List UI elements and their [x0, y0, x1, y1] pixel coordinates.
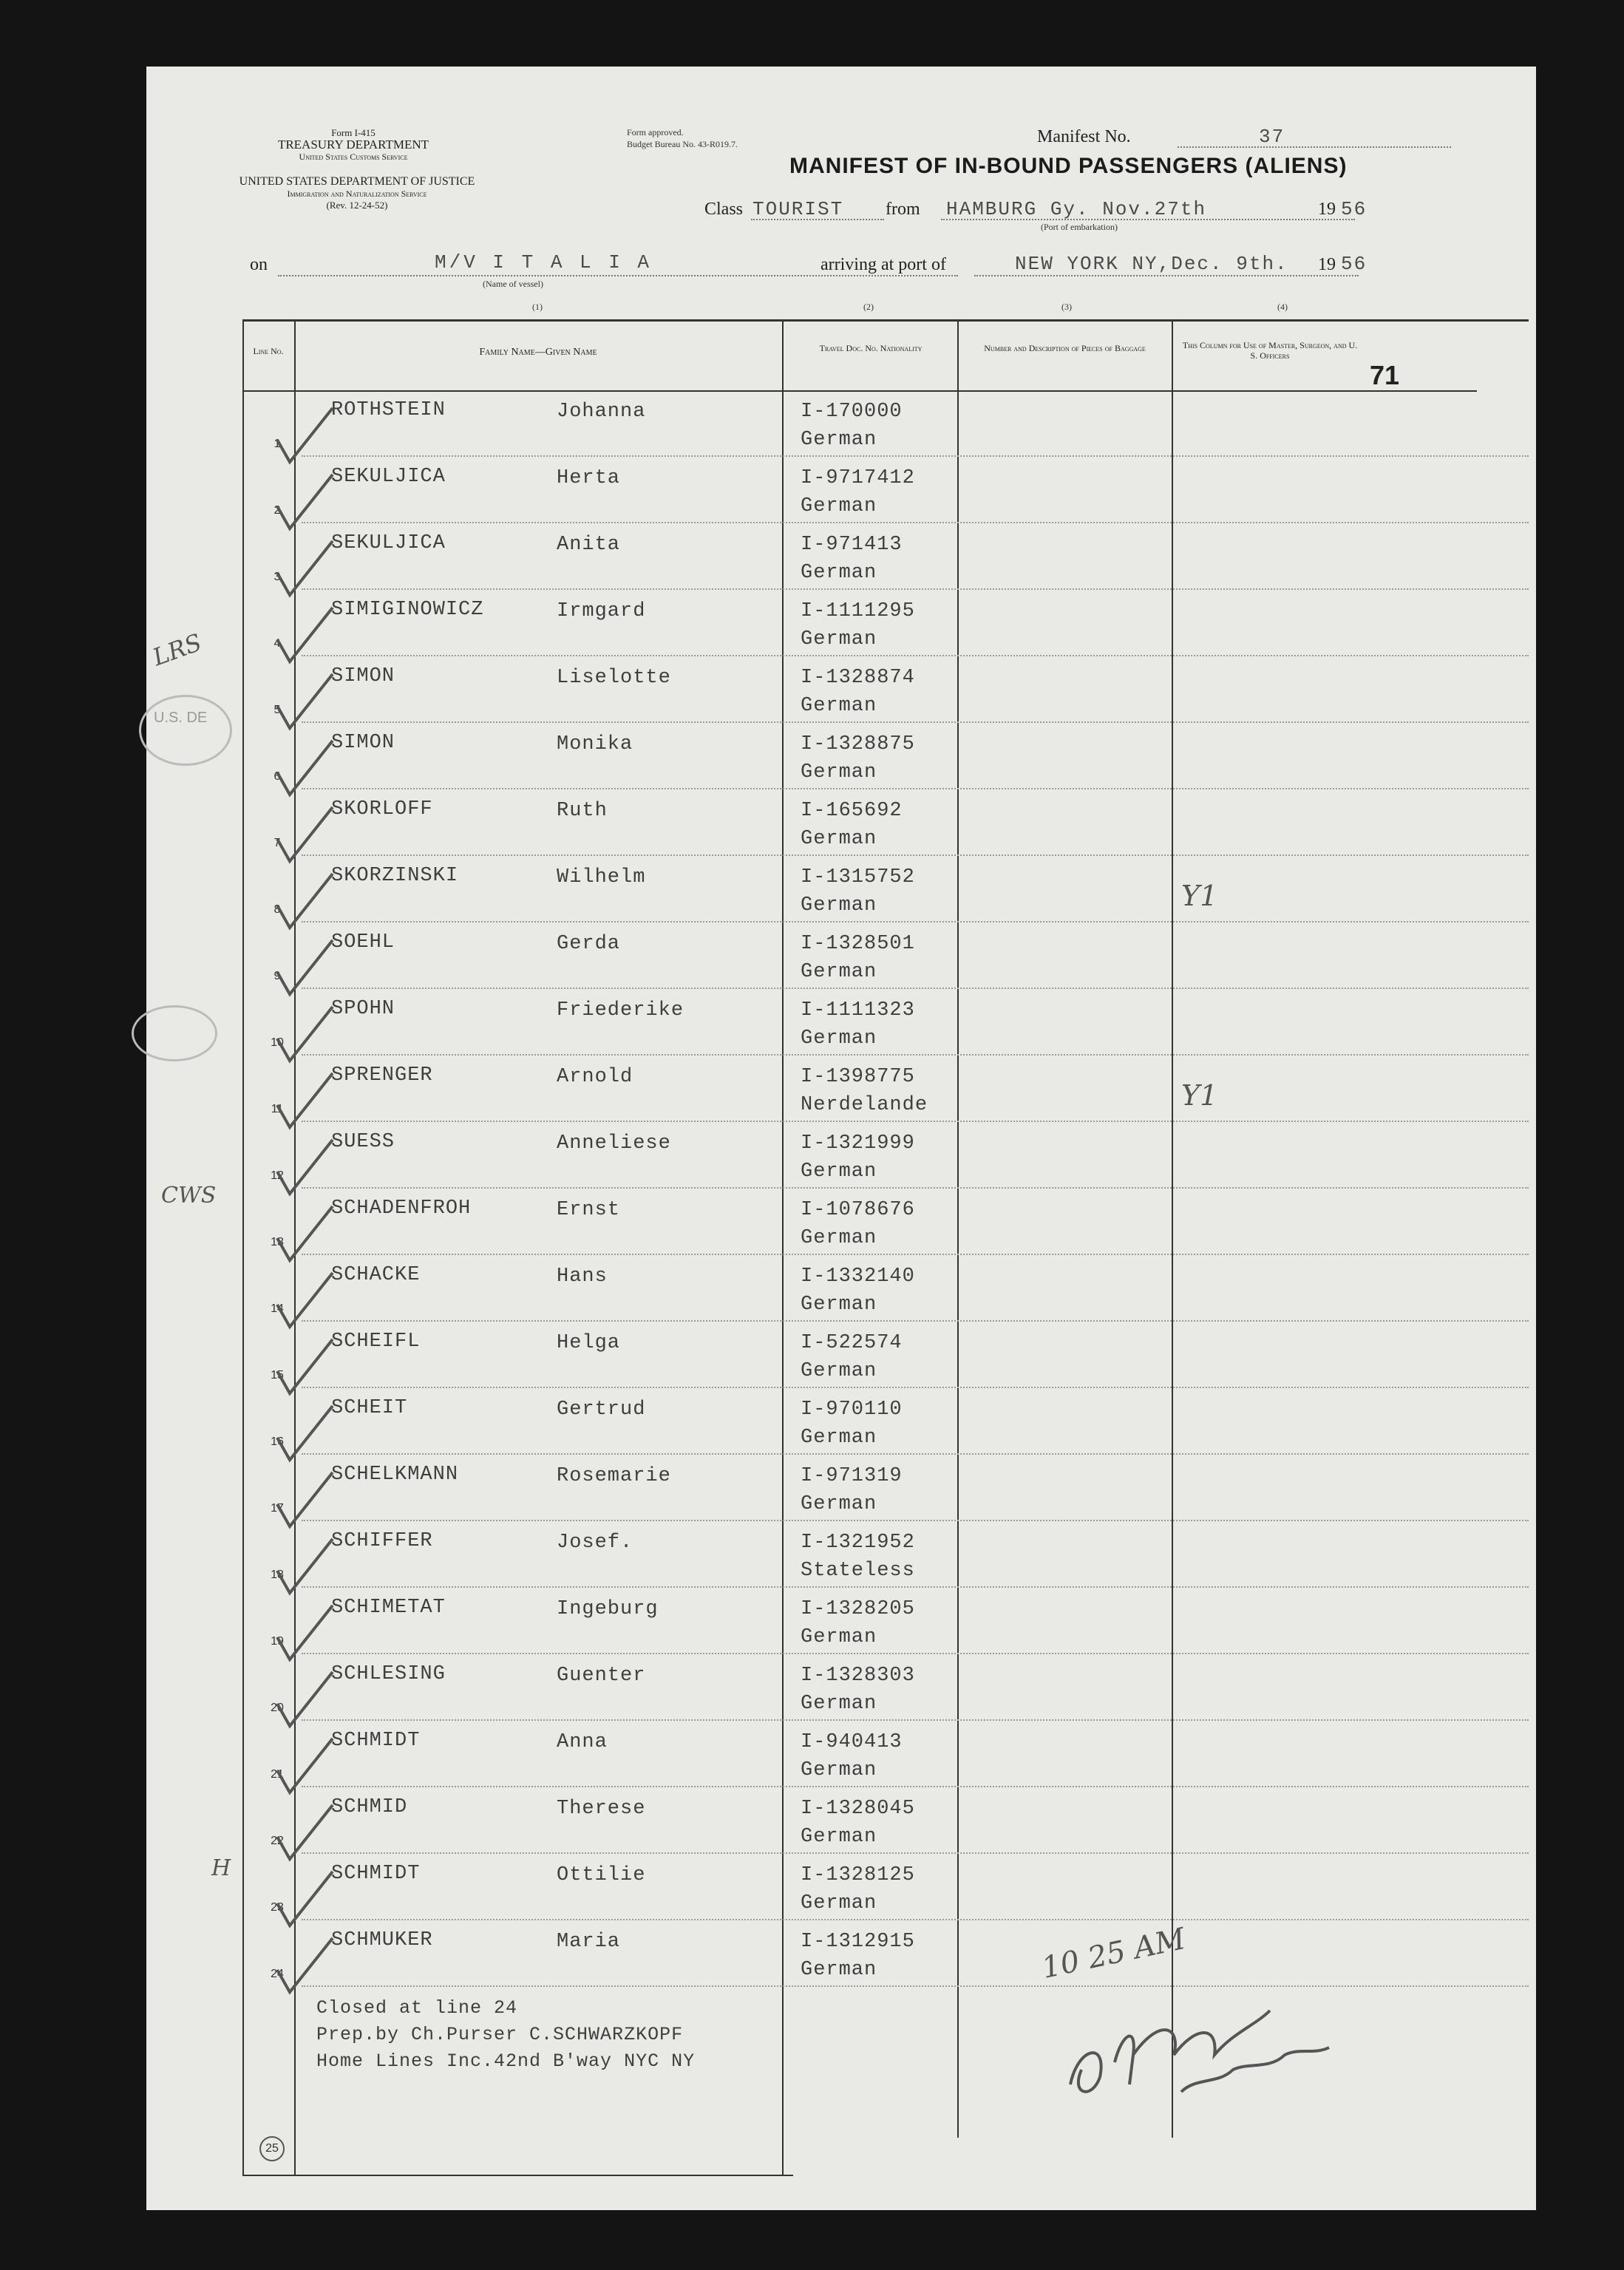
closed-at-line: Closed at line 24	[316, 1997, 518, 2019]
check-mark-icon	[274, 606, 340, 665]
line-number: 6	[274, 770, 281, 783]
line-number: 1	[274, 438, 281, 450]
given-name: Ruth	[557, 800, 608, 822]
travel-doc-number: I-1111323	[801, 999, 915, 1022]
table-row	[146, 857, 1536, 924]
travel-doc-number: I-1328875	[801, 733, 915, 755]
table-row	[146, 658, 1536, 724]
arriving-label: arriving at port of	[821, 255, 946, 274]
port-of-embarkation-note: (Port of embarkation)	[1041, 222, 1118, 232]
nationality: German	[801, 1693, 877, 1715]
nationality: German	[801, 1959, 877, 1981]
travel-doc-number: I-1328045	[801, 1798, 915, 1820]
manifest-page	[146, 67, 1536, 2210]
family-name: SEKULJICA	[331, 466, 446, 488]
ins-service: Immigration and Naturalization Service	[287, 188, 427, 199]
nationality: German	[801, 1826, 877, 1848]
line-number: 8	[274, 903, 281, 916]
check-mark-icon	[274, 1870, 340, 1929]
nationality: German	[801, 894, 877, 917]
header-baggage: Number and Description of Pieces of Baggage	[984, 343, 1146, 353]
table-row	[146, 392, 1536, 458]
line-number: 22	[271, 1835, 284, 1847]
header-officers: This Column for Use of Master, Surgeon, and U. S. Officers	[1182, 340, 1358, 361]
line-number: 15	[271, 1369, 284, 1382]
given-name: Anita	[557, 534, 621, 556]
from-label: from	[886, 200, 920, 219]
table-row	[146, 791, 1536, 857]
nationality: Nerdelande	[801, 1094, 928, 1116]
check-mark-icon	[274, 1072, 340, 1131]
col-number-2: (2)	[863, 302, 874, 312]
vessel-note: (Name of vessel)	[483, 279, 543, 289]
check-mark-icon	[274, 407, 340, 466]
table-row	[146, 1456, 1536, 1523]
header-line-no: Line No.	[253, 346, 284, 356]
nationality: German	[801, 1759, 877, 1781]
check-mark-icon	[274, 1737, 340, 1796]
travel-doc-number: I-971319	[801, 1465, 903, 1487]
stamp-text: U.S. DE	[154, 710, 208, 726]
given-name: Helga	[557, 1332, 621, 1354]
on-label: on	[250, 255, 268, 274]
given-name: Rosemarie	[557, 1465, 671, 1487]
customs-service: United States Customs Service	[299, 152, 408, 162]
family-name: SEKULJICA	[331, 532, 446, 554]
travel-doc-number: I-971413	[801, 534, 903, 556]
given-name: Guenter	[557, 1665, 646, 1687]
home-lines: Home Lines Inc.42nd B'way NYC NY	[316, 2050, 696, 2072]
nationality: German	[801, 495, 877, 517]
line-number: 14	[271, 1302, 284, 1315]
table-row	[146, 591, 1536, 658]
nationality: German	[801, 1227, 877, 1249]
nationality: German	[801, 1427, 877, 1449]
form-header-left	[235, 127, 472, 163]
class-value: TOURIST	[752, 198, 844, 220]
vessel-name: M/V I T A L I A	[435, 251, 653, 273]
nationality: German	[801, 1360, 877, 1382]
table-row	[146, 1057, 1536, 1124]
family-name: SCHIMETAT	[331, 1597, 446, 1619]
year-from: 56	[1341, 198, 1368, 220]
revision-date: (Rev. 12-24-52)	[326, 200, 388, 211]
family-name: SCHMIDT	[331, 1863, 421, 1885]
line-number: 20	[271, 1702, 284, 1714]
given-name: Ingeburg	[557, 1598, 659, 1620]
table-row	[146, 1589, 1536, 1656]
nationality: German	[801, 961, 877, 983]
given-name: Hans	[557, 1265, 608, 1288]
check-mark-icon	[274, 1804, 340, 1863]
page-number: 71	[1370, 360, 1400, 390]
class-label: Class	[704, 200, 744, 219]
given-name: Liselotte	[557, 667, 671, 689]
family-name: SIMON	[331, 732, 395, 754]
table-row	[146, 724, 1536, 791]
given-name: Therese	[557, 1798, 646, 1820]
table-row	[146, 1323, 1536, 1390]
nationality: Stateless	[801, 1560, 915, 1582]
travel-doc-number: I-9717412	[801, 467, 915, 489]
travel-doc-number: I-1321952	[801, 1532, 915, 1554]
us-dept-stamp-2	[132, 1005, 217, 1061]
table-row	[146, 1789, 1536, 1855]
given-name: Anneliese	[557, 1132, 671, 1155]
from-value: HAMBURG Gy. Nov.27th	[946, 198, 1207, 220]
family-name: ROTHSTEIN	[331, 399, 446, 421]
check-mark-icon	[274, 673, 340, 732]
us-dept-stamp	[139, 695, 232, 766]
table-row	[146, 1855, 1536, 1922]
nationality: German	[801, 695, 877, 717]
nationality: German	[801, 562, 877, 584]
nationality: German	[801, 628, 877, 650]
check-mark-icon	[274, 540, 340, 599]
travel-doc-number: I-1328205	[801, 1598, 915, 1620]
given-name: Gertrud	[557, 1399, 646, 1421]
travel-doc-number: I-1328303	[801, 1665, 915, 1687]
family-name: SKORLOFF	[331, 798, 433, 820]
family-name: SPOHN	[331, 998, 395, 1020]
check-mark-icon	[274, 1404, 340, 1464]
line-number: 18	[271, 1569, 284, 1581]
prepared-by: Prep.by Ch.Purser C.SCHWARZKOPF	[316, 2024, 684, 2045]
table-row	[146, 458, 1536, 525]
family-name: SCHADENFROH	[331, 1197, 472, 1220]
header-travel-doc: Travel Doc. No. Nationality	[819, 343, 923, 353]
officer-note: Y1	[1181, 880, 1218, 912]
year-prefix-arrive: 19	[1318, 255, 1336, 274]
line-number-25: 25	[259, 2136, 285, 2161]
manifest-title: MANIFEST OF IN-BOUND PASSENGERS (ALIENS)	[789, 154, 1348, 178]
check-mark-icon	[274, 1138, 340, 1197]
check-mark-icon	[274, 1005, 340, 1064]
table-row	[146, 1656, 1536, 1722]
line-number: 11	[271, 1103, 284, 1115]
given-name: Ottilie	[557, 1864, 646, 1886]
family-name: SCHEIT	[331, 1397, 408, 1419]
check-mark-icon	[274, 473, 340, 532]
officer-note: Y1	[1181, 1079, 1218, 1112]
nationality: German	[801, 1892, 877, 1914]
given-name: Friederike	[557, 999, 684, 1022]
travel-doc-number: I-1328501	[801, 933, 915, 955]
travel-doc-number: I-970110	[801, 1399, 903, 1421]
nationality: German	[801, 1294, 877, 1316]
line-number: 17	[271, 1502, 284, 1515]
check-mark-icon	[274, 939, 340, 998]
manifest-number-value: 37	[1259, 126, 1285, 148]
year-arrive: 56	[1341, 253, 1368, 275]
travel-doc-number: I-940413	[801, 1731, 903, 1753]
table-row	[146, 1257, 1536, 1323]
given-name: Johanna	[557, 401, 646, 423]
line-number: 3	[274, 571, 281, 583]
table-row	[146, 525, 1536, 591]
line-number: 2	[274, 504, 281, 517]
family-name: SCHMIDT	[331, 1730, 421, 1752]
form-number: Form I-415	[331, 127, 376, 138]
check-mark-icon	[274, 806, 340, 865]
nationality: German	[801, 429, 877, 451]
year-prefix-from: 19	[1318, 200, 1336, 219]
line-number: 10	[271, 1036, 284, 1049]
table-row	[146, 924, 1536, 990]
header-family-given-name: Family Name—Given Name	[479, 347, 597, 358]
check-mark-icon	[274, 1205, 340, 1264]
travel-doc-number: I-1328125	[801, 1864, 915, 1886]
check-mark-icon	[274, 872, 340, 931]
form-approved: Form approved.	[627, 127, 684, 137]
travel-doc-number: I-165692	[801, 800, 903, 822]
nationality: German	[801, 828, 877, 850]
given-name: Josef.	[557, 1532, 633, 1554]
passenger-rows	[146, 392, 1536, 2055]
given-name: Irmgard	[557, 600, 646, 622]
nationality: German	[801, 1493, 877, 1515]
treasury-department: TREASURY DEPARTMENT	[277, 137, 429, 152]
line-number: 19	[271, 1635, 284, 1648]
table-row	[146, 1124, 1536, 1190]
nationality: German	[801, 1161, 877, 1183]
given-name: Monika	[557, 733, 633, 755]
family-name: SCHIFFER	[331, 1530, 433, 1552]
travel-doc-number: I-1332140	[801, 1265, 915, 1288]
check-mark-icon	[274, 739, 340, 798]
line-number: 16	[271, 1435, 284, 1448]
travel-doc-number: I-1321999	[801, 1132, 915, 1155]
table-row	[146, 1390, 1536, 1456]
travel-doc-number: I-1315752	[801, 866, 915, 888]
justice-header	[235, 176, 479, 211]
family-name: SUESS	[331, 1131, 395, 1153]
given-name: Gerda	[557, 933, 621, 955]
family-name: SKORZINSKI	[331, 865, 459, 887]
nationality: German	[801, 761, 877, 784]
given-name: Herta	[557, 467, 621, 489]
family-name: SCHMUKER	[331, 1929, 433, 1951]
line-number: 12	[271, 1169, 284, 1182]
travel-doc-number: I-1078676	[801, 1199, 915, 1221]
inspector-signature	[1048, 1937, 1359, 2121]
check-mark-icon	[274, 1604, 340, 1663]
family-name: SCHEIFL	[331, 1331, 421, 1353]
arriving-value: NEW YORK NY,Dec. 9th.	[1015, 253, 1288, 275]
line-number: 5	[274, 704, 281, 716]
travel-doc-number: I-1398775	[801, 1066, 915, 1088]
line-number: 9	[274, 970, 281, 982]
check-mark-icon	[274, 1671, 340, 1730]
line-number: 23	[271, 1901, 284, 1914]
col-number-1: (1)	[532, 302, 543, 312]
family-name: SCHACKE	[331, 1264, 421, 1286]
family-name: SOEHL	[331, 931, 395, 954]
line-number: 4	[274, 637, 281, 650]
budget-bureau: Budget Bureau No. 43-R019.7.	[627, 139, 738, 149]
col-number-3: (3)	[1061, 302, 1072, 312]
given-name: Maria	[557, 1931, 621, 1953]
col-number-4: (4)	[1277, 302, 1288, 312]
margin-note-h: H	[211, 1855, 231, 1881]
line-number: 13	[271, 1236, 284, 1248]
family-name: SPRENGER	[331, 1064, 433, 1087]
travel-doc-number: I-1312915	[801, 1931, 915, 1953]
family-name: SCHELKMANN	[331, 1464, 459, 1486]
given-name: Anna	[557, 1731, 608, 1753]
travel-doc-number: I-1111295	[801, 600, 915, 622]
check-mark-icon	[274, 1537, 340, 1597]
arrival-time-note: 10 25 AM	[1039, 1922, 1189, 1985]
manifest-number-label: Manifest No.	[1037, 127, 1131, 146]
margin-note-cws: CWS	[161, 1183, 217, 1209]
line-number: 21	[271, 1768, 284, 1781]
line-number: 7	[274, 837, 281, 849]
table-row	[146, 990, 1536, 1057]
given-name: Wilhelm	[557, 866, 646, 888]
check-mark-icon	[274, 1338, 340, 1397]
family-name: SIMON	[331, 665, 395, 687]
line-number: 24	[271, 1968, 284, 1980]
table-row	[146, 1523, 1536, 1589]
check-mark-icon	[274, 1271, 340, 1331]
margin-note-lrs: LRS	[149, 628, 205, 672]
check-mark-icon	[274, 1471, 340, 1530]
family-name: SCHMID	[331, 1796, 408, 1818]
nationality: German	[801, 1626, 877, 1648]
family-name: SIMIGINOWICZ	[331, 599, 484, 621]
check-mark-icon	[274, 1937, 340, 1996]
travel-doc-number: I-522574	[801, 1332, 903, 1354]
family-name: SCHLESING	[331, 1663, 446, 1685]
table-row	[146, 1722, 1536, 1789]
given-name: Ernst	[557, 1199, 621, 1221]
table-row	[146, 1190, 1536, 1257]
justice-department: UNITED STATES DEPARTMENT OF JUSTICE	[239, 175, 475, 188]
travel-doc-number: I-1328874	[801, 667, 915, 689]
travel-doc-number: I-170000	[801, 401, 903, 423]
nationality: German	[801, 1027, 877, 1050]
given-name: Arnold	[557, 1066, 633, 1088]
